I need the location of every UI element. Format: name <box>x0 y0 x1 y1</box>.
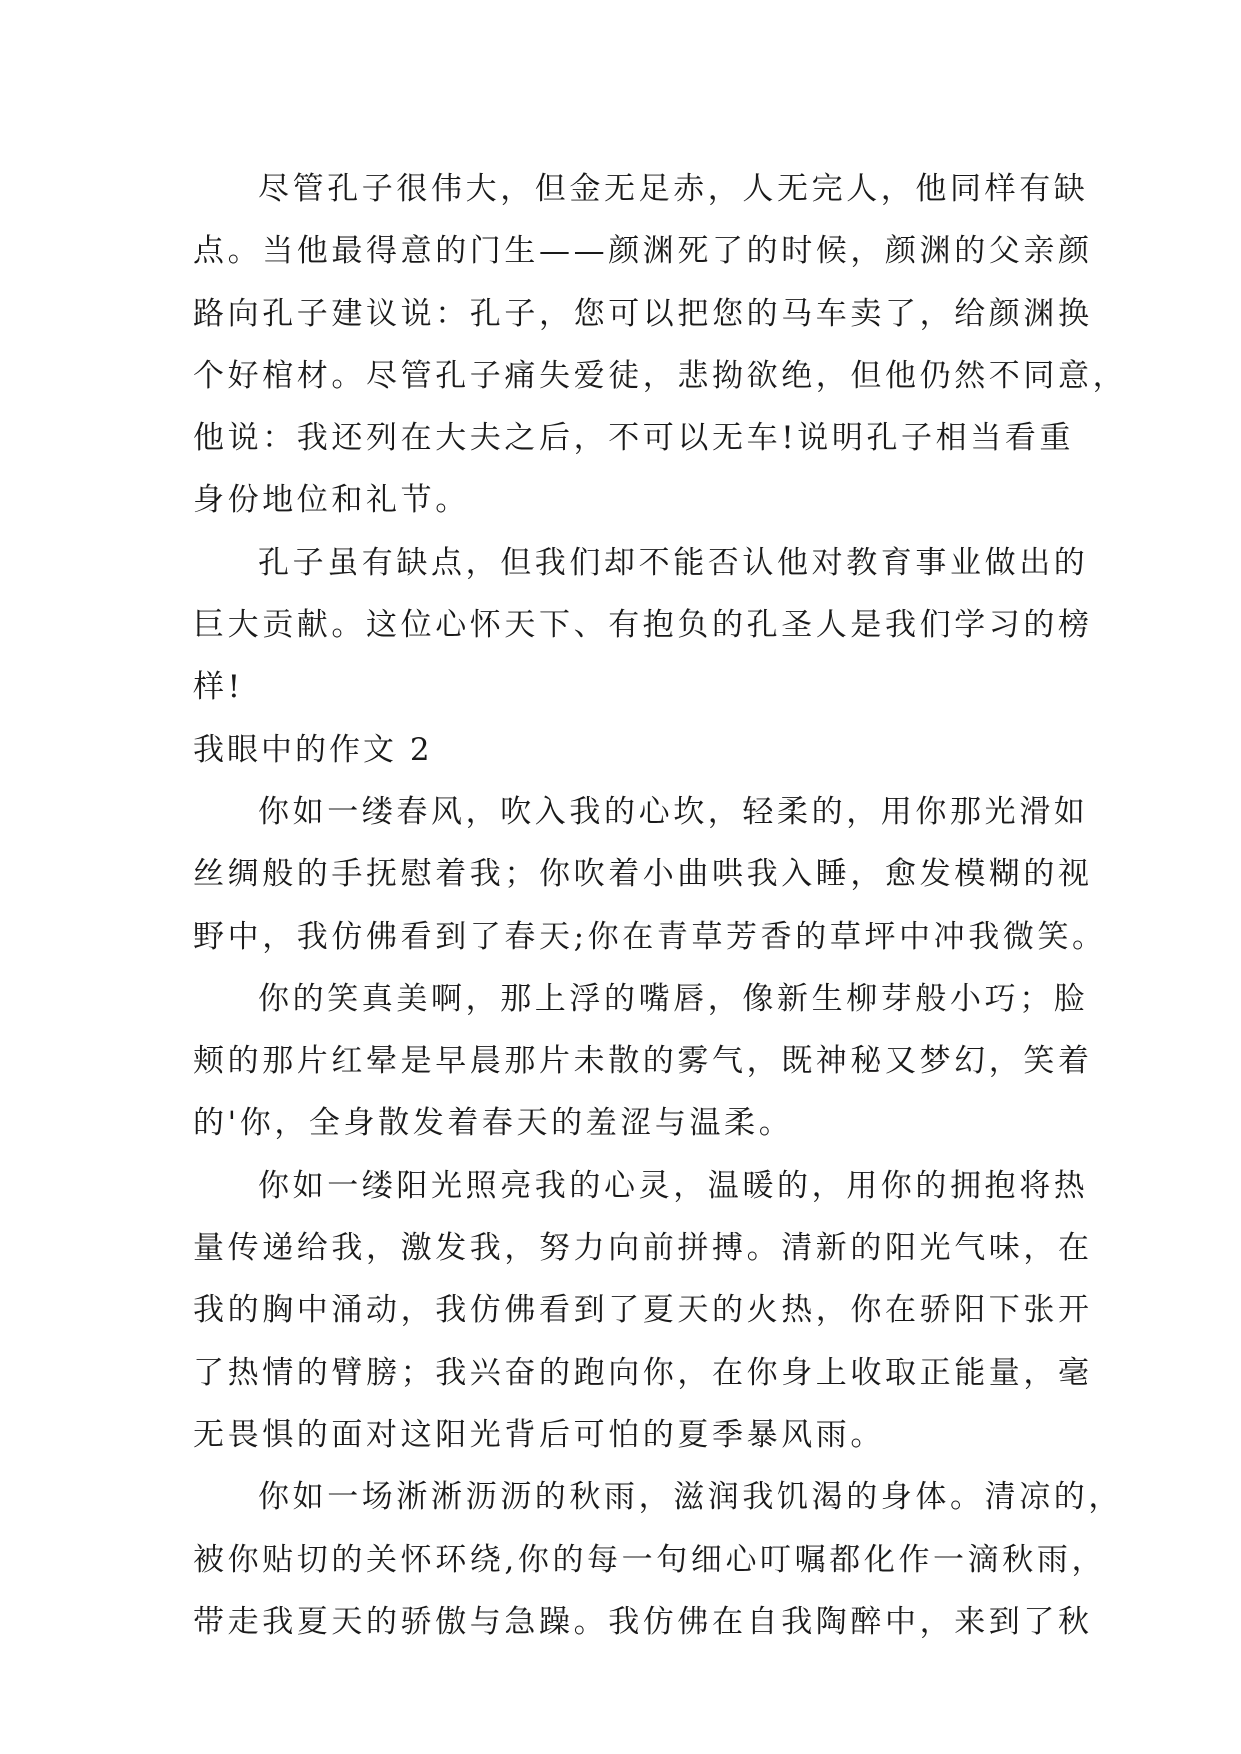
text-line: 个好棺材。尽管孔子痛失爱徒，悲拗欲绝，但他仍然不同意， <box>193 357 1128 394</box>
text-line: 量传递给我，激发我，努力向前拼搏。清新的阳光气味，在 <box>193 1230 1093 1267</box>
text-line: 身份地位和礼节。 <box>193 482 470 519</box>
text-line: 样! <box>193 669 244 706</box>
text-line: 颊的那片红晕是早晨那片未散的雾气，既神秘又梦幻，笑着 <box>193 1043 1093 1080</box>
text-line: 无畏惧的面对这阳光背后可怕的夏季暴风雨。 <box>193 1416 885 1453</box>
text-line: 你的笑真美啊，那上浮的嘴唇，像新生柳芽般小巧；脸 <box>258 980 1089 1017</box>
text-line: 我的胸中涌动，我仿佛看到了夏天的火热，你在骄阳下张开 <box>193 1292 1093 1329</box>
text-line: 了热情的臂膀；我兴奋的跑向你，在你身上收取正能量，毫 <box>193 1354 1093 1391</box>
section-heading: 我眼中的作文 2 <box>193 731 433 768</box>
text-line: 巨大贡献。这位心怀天下、有抱负的孔圣人是我们学习的榜 <box>193 607 1093 644</box>
text-line: 野中，我仿佛看到了春天;你在青草芳香的草坪中冲我微笑。 <box>193 918 1107 955</box>
text-line: 你如一缕春风，吹入我的心坎，轻柔的，用你那光滑如 <box>258 793 1089 830</box>
text-line: 尽管孔子很伟大，但金无足赤，人无完人，他同样有缺 <box>258 171 1089 207</box>
text-line: 孔子虽有缺点，但我们却不能否认他对教育事业做出的 <box>258 544 1089 581</box>
text-line: 的'你，全身散发着春天的羞涩与温柔。 <box>193 1105 794 1142</box>
text-line: 路向孔子建议说：孔子，您可以把您的马车卖了，给颜渊换 <box>193 295 1093 332</box>
text-line: 你如一场淅淅沥沥的秋雨，滋润我饥渴的身体。清凉的， <box>258 1479 1123 1516</box>
document-body <box>193 158 1128 1653</box>
text-line: 点。当他最得意的门生——颜渊死了的时候，颜渊的父亲颜 <box>193 233 1093 270</box>
text-line: 带走我夏天的骄傲与急躁。我仿佛在自我陶醉中，来到了秋 <box>193 1603 1093 1640</box>
text-line: 被你贴切的关怀环绕,你的每一句细心叮嘱都化作一滴秋雨， <box>193 1541 1107 1578</box>
text-line: 丝绸般的手抚慰着我；你吹着小曲哄我入睡，愈发模糊的视 <box>193 856 1093 893</box>
text-line: 他说：我还列在大夫之后，不可以无车!说明孔子相当看重 <box>193 420 1075 457</box>
text-line: 你如一缕阳光照亮我的心灵，温暖的，用你的拥抱将热 <box>258 1167 1089 1204</box>
